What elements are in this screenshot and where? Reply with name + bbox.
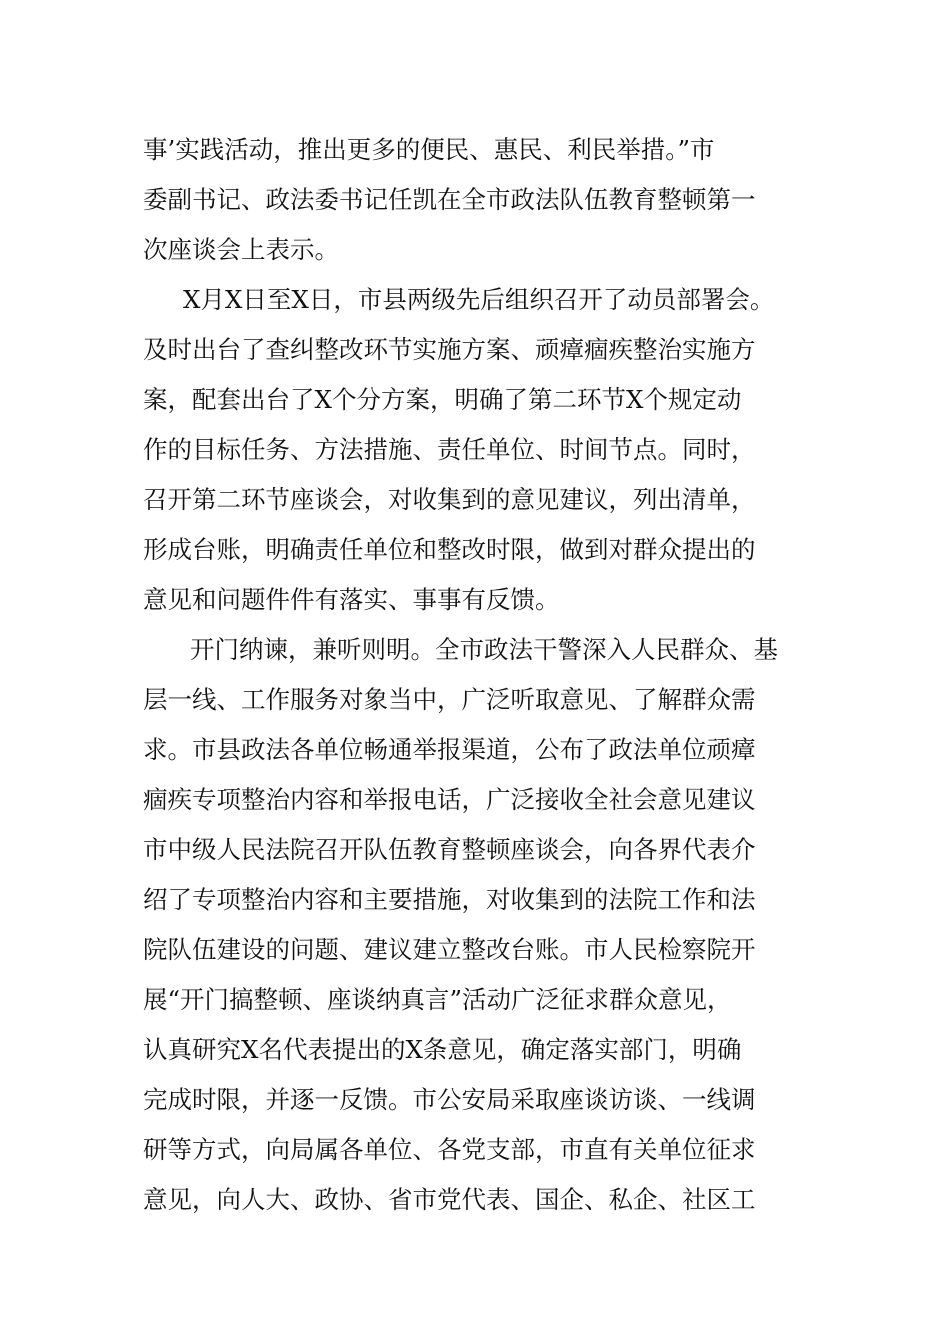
text-line-7: 作的目标任务、方法措施、责任单位、时间节点。同时， — [143, 435, 756, 464]
text-line-13: 求。市县政法各单位畅通举报渠道，公布了政法单位顽瘴 — [143, 735, 756, 764]
text-line-11: 开门纳谏，兼听则明。全市政法干警深入人民群众、基 — [190, 635, 778, 664]
text-line-8: 召开第二环节座谈会，对收集到的意见建议，列出清单， — [143, 485, 756, 514]
text-line-5: 及时出台了查纠整改环节实施方案、顽瘴痼疾整治实施方 — [143, 335, 756, 364]
text-line-1: 事’实践活动，推出更多的便民、惠民、利民举措。”市 — [143, 135, 715, 164]
text-line-20: 完成时限，并逐一反馈。市公安局采取座谈访谈、一线调 — [143, 1085, 756, 1114]
text-line-15: 市中级人民法院召开队伍教育整顿座谈会，向各界代表介 — [143, 835, 756, 864]
text-line-9: 形成台账，明确责任单位和整改时限，做到对群众提出的 — [143, 535, 756, 564]
text-line-12: 层一线、工作服务对象当中，广泛听取意见、了解群众需 — [143, 685, 756, 714]
text-line-14: 痼疾专项整治内容和举报电话，广泛接收全社会意见建议 — [143, 785, 756, 814]
text-line-3: 次座谈会上表示。 — [143, 235, 339, 264]
text-line-6: 案，配套出台了X个分方案，明确了第二环节X个规定动 — [143, 385, 742, 414]
text-line-17: 院队伍建设的问题、建议建立整改台账。市人民检察院开 — [143, 935, 756, 964]
text-line-4: X月X日至X日，市县两级先后组织召开了动员部署会。 — [183, 285, 775, 314]
text-line-2: 委副书记、政法委书记任凯在全市政法队伍教育整顿第一 — [143, 185, 756, 214]
text-line-22: 意见，向人大、政协、省市党代表、国企、私企、社区工 — [143, 1185, 756, 1214]
text-line-19: 认真研究X名代表提出的X条意见，确定落实部门，明确 — [143, 1035, 742, 1064]
text-line-21: 研等方式，向局属各单位、各党支部，市直有关单位征求 — [143, 1135, 756, 1164]
text-line-10: 意见和问题件件有落实、事事有反馈。 — [143, 585, 560, 614]
text-line-16: 绍了专项整治内容和主要措施，对收集到的法院工作和法 — [143, 885, 756, 914]
text-line-18: 展“开门搞整顿、座谈纳真言”活动广泛征求群众意见， — [143, 985, 732, 1014]
